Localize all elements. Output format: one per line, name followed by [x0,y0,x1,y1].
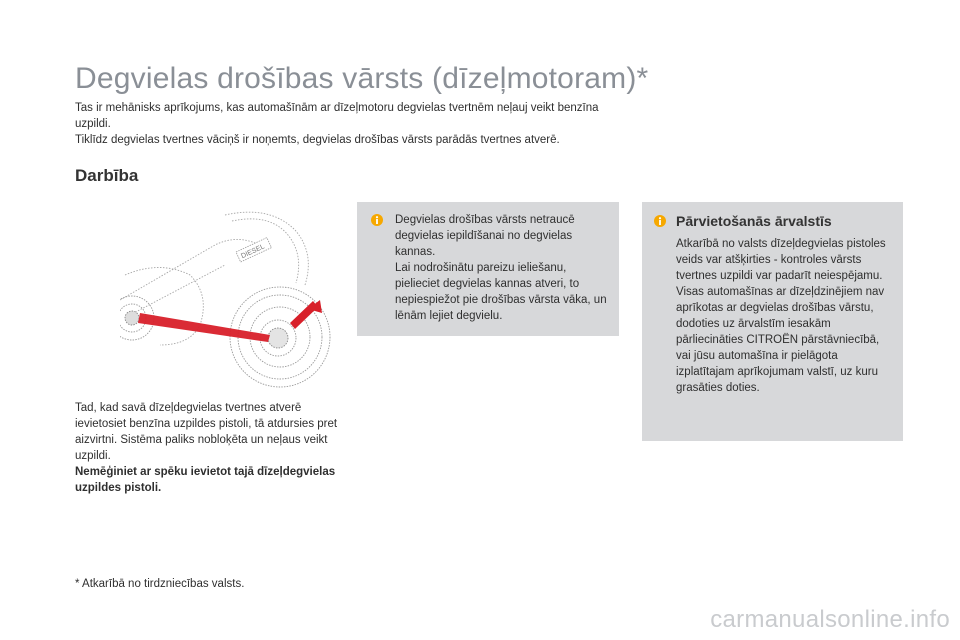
fuel-filler-illustration [120,205,340,390]
intro-text [75,100,635,148]
intro-paragraph-2: Tiklīdz degvielas tvertnes vāciņš ir noņemts, degvielas drošības vārsts parādās tvertnes atverē. [75,134,560,146]
footnote: * Atkarībā no tirdzniecības valsts. [75,578,245,590]
info-icon [654,215,666,227]
fuel-can-note-box [357,202,619,336]
section-heading: Darbība [75,166,139,185]
note-paragraph-2: Lai nodrošinātu pareizu ieliešanu, pielieciet degvielas kannas atveri, to nepiespiežot pie drošības vārsta vāka, un lēnām lejiet degvielu. [395,262,607,322]
red-arrow-connector [138,300,322,342]
operation-text: Tad, kad savā dīzeļdegvielas tvertnes atverē ievietosiet benzīna uzpildes pistoli, tā atdursies pret aizvirtni. Sistēma paliks nobloķēta un neļaus veikt uzpildi. [75,402,338,462]
info-icon [371,214,383,226]
intro-paragraph-1: Tas ir mehānisks aprīkojums, kas automašīnām ar dīzeļmotoru degvielas tvertnēm neļauj veikt benzīna uzpildi. [75,102,599,130]
filler-flap-edge-lower [130,265,225,315]
note-text [395,212,610,324]
travel-abroad-text [676,236,896,396]
filler-housing-left [125,268,203,346]
operation-description [75,400,345,496]
diesel-label-tag [236,238,271,262]
travel-abroad-title: Pārvietošanās ārvalstīs [676,213,832,229]
operation-warning: Nemēģiniet ar spēku ievietot tajā dīzeļdegvielas uzpildes pistoli. [75,466,336,494]
diesel-label: DIESEL [240,243,266,261]
note-paragraph-1: Degvielas drošības vārsts netraucē degvielas iepildīšanai no degvielas kannas. [395,214,575,258]
travel-abroad-box [642,202,903,441]
travel-paragraph-1: Atkarībā no valsts dīzeļdegvielas pistoles veids var atšķirties - kontroles vārsts tvertnes uzpildi var padarīt neiespējamu. [676,238,886,282]
travel-paragraph-2: Visas automašīnas ar dīzeļdzinējiem nav aprīkotas ar degvielas drošības vārstu, dodoties uz ārvalstīm iesakām pārliecināties CITROËN pārstāvniecībā, vai jūsu automašīna ir pielāgota izplatītajam aprīkojumam valstī, uz kuru grasāties doties. [676,286,885,394]
page-title: Degvielas drošības vārsts (dīzeļmotoram)* [75,62,649,95]
watermark: carmanualsonline.info [710,606,950,633]
